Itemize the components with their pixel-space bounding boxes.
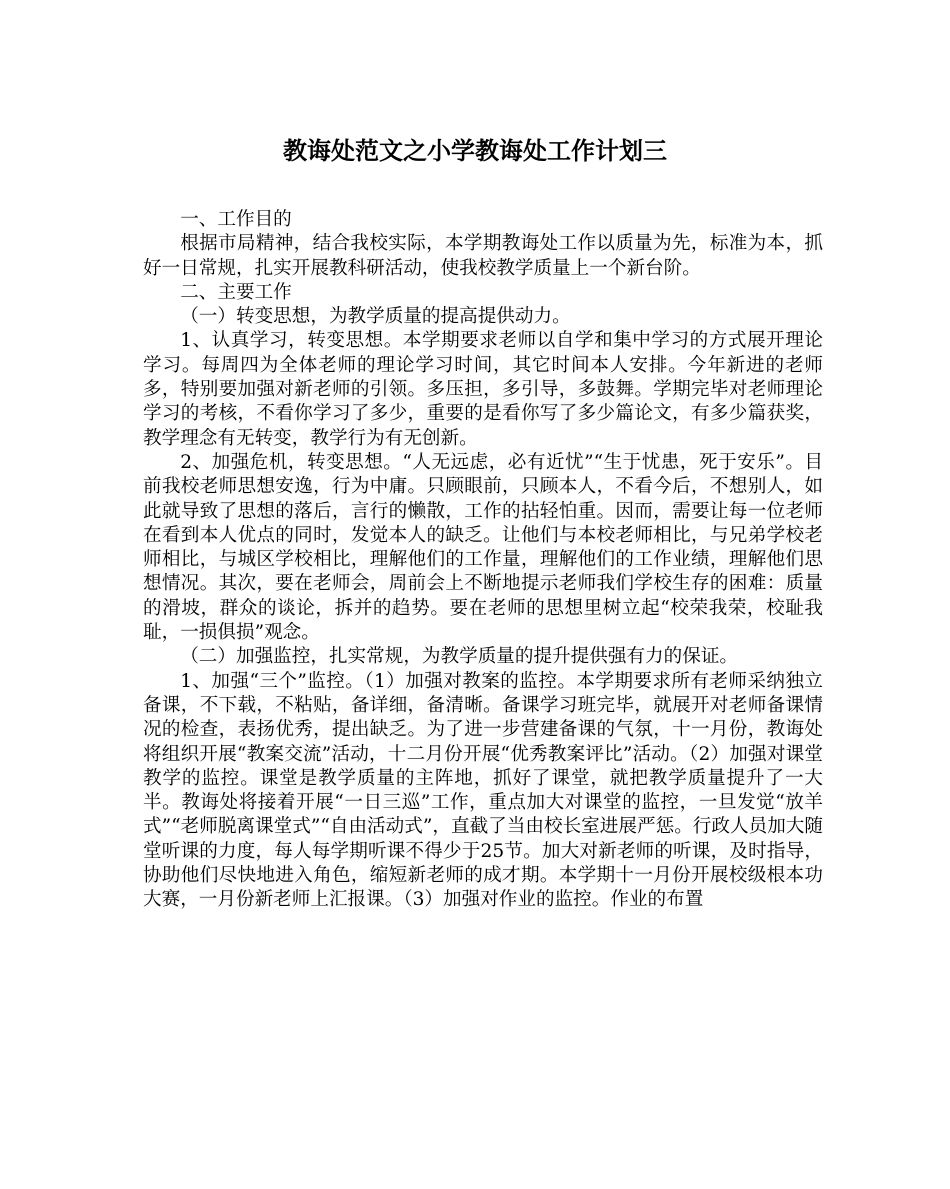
section-heading: 二、主要工作 bbox=[180, 281, 292, 303]
subsection-heading: （二）加强监控，扎实常规，为教学质量的提升提供强有力的保证。 bbox=[180, 646, 739, 668]
section-heading: 一、工作目的 bbox=[180, 209, 292, 230]
body-paragraph: 1、认真学习，转变思想。本学期要求老师以自学和集中学习的方式展开理论学习。每周四为全体老师的理论学习时间，其它时间本人安排。今年新进的老师多，特别要加强对新老师的引领。多压担，多引导，多鼓舞。学期完毕对老师理论学习的考核，不看你学习了多少，重要的是看你写了多少篇论文，有多少篇获奖，教学理念有无转变，教学行为有无创新。 bbox=[143, 330, 823, 449]
body-paragraph: 1、加强“三个”监控。（1）加强对教案的监控。本学期要求所有老师采纳独立备课，不下载，不粘贴，备详细，备清晰。备课学习班完毕，就展开对老师备课情况的检查，表扬优秀，提出缺乏。为了进一步营建备课的气氛，十一月份，教诲处将组织开展“教案交流”活动，十二月份开展“优秀教案评比”活动。（2）加强对课堂教学的监控。课堂是教学质量的主阵地，抓好了课堂，就把教学质量提升了一大半。教诲处将接着开展“一日三巡”工作，重点加大对课堂的监控，一旦发觉“放羊式”“老师脱离课堂式”“自由活动式”，直截了当由校长室进展严惩。行政人员加大随堂听课的力度，每人每学期听课不得少于25节。加大对新老师的听课，及时指导，协助他们尽快地进入角色，缩短新老师的成才期。本学期十一月份开展校级根本功大赛，一月份新老师上汇报课。（3）加强对作业的监控。作业的布置 bbox=[143, 670, 823, 911]
document-title: 教诲处范文之小学教诲处工作计划三 bbox=[283, 136, 667, 165]
body-paragraph: 根据市局精神，结合我校实际，本学期教诲处工作以质量为先，标准为本，抓好一日常规，扎实开展教科研活动，使我校教学质量上一个新台阶。 bbox=[143, 233, 823, 279]
body-paragraph: 2、加强危机，转变思想。“人无远虑，必有近忧”“生于忧患，死于安乐”。目前我校老师思想安逸，行为中庸。只顾眼前，只顾本人，不看今后，不想别人，如此就导致了思想的落后，言行的懒散，工作的拈轻怕重。因而，需要让每一位老师在看到本人优点的同时，发觉本人的缺乏。让他们与本校老师相比，与兄弟学校老师相比，与城区学校相比，理解他们的工作量，理解他们的工作业绩，理解他们思想情况。其次，要在老师会，周前会上不断地提示老师我们学校生存的困难：质量的滑坡，群众的谈论，拆并的趋势。要在老师的思想里树立起“校荣我荣，校耻我耻，一损俱损”观念。 bbox=[143, 451, 823, 644]
subsection-heading: （一）转变思想，为教学质量的提高提供动力。 bbox=[180, 306, 571, 328]
document-body bbox=[143, 208, 823, 913]
